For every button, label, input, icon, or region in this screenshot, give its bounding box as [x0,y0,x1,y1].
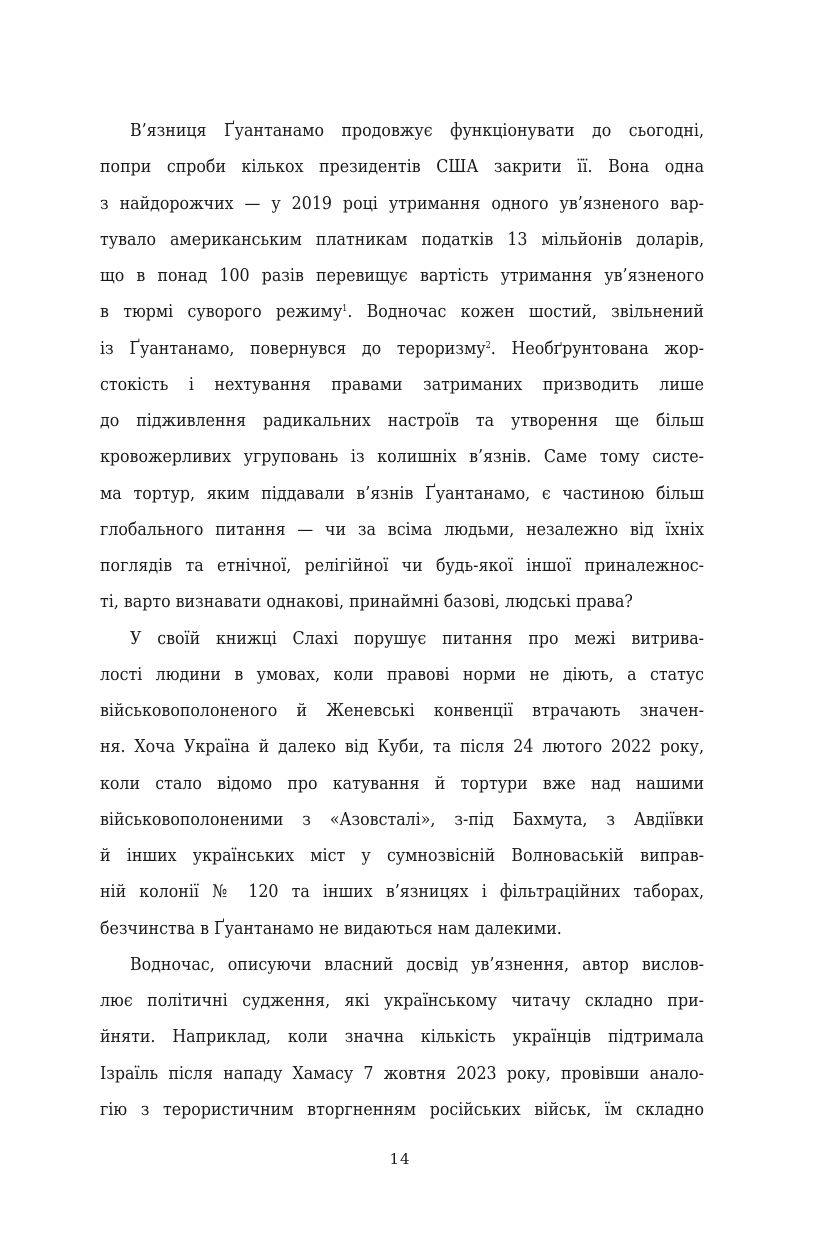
text-line: ня. Хоча Україна й далеко від Куби, та після 24 лютого 2022 року, [100,737,704,758]
text-line: ній колонії № 120 та інших в’язницях і фільтраційних таборах, [100,882,704,903]
text-line: з найдорожчих — у 2019 році утримання одного ув’язненого вар- [100,193,704,214]
text-line: безчинства в Ґуантанамо не видаються нам далекими. [100,918,562,939]
text-line: тувало американським платникам податків 13 мільйонів доларів, [100,229,704,250]
text-line: кровожерливих угруповань із колишніх в’язнів. Саме тому систе- [100,447,704,468]
body-text [100,113,704,1128]
text-line: йняти. Наприклад, коли значна кількість українців підтримала [100,1027,704,1048]
footnote-marker[interactable]: 1 [342,304,348,315]
text-line: У своїй книжці Слахі порушує питання про межі витрива- [130,628,704,649]
page-number: 14 [389,1150,411,1168]
text-line: стокість і нехтування правами затриманих призводить лише [100,374,704,395]
text-line: в тюрмі суворого режиму$^1$. Водночас кожен шостий, звільнений [100,302,704,323]
text-line: ма тортур, яким піддавали в’язнів Ґуантанамо, є частиною більш [100,483,704,504]
text-line: глобального питання — чи за всіма людьми, незалежно від їхніх [100,519,704,540]
text-line: Водночас, описуючи власний досвід ув’язнення, автор вислов- [130,954,704,975]
text-line: лює політичні судження, які українському читачу складно при- [100,991,704,1011]
text-line: що в понад 100 разів перевищує вартість утримання ув’язненого [100,266,704,286]
text-line: В’язниця Ґуантанамо продовжує функціонувати до сьогодні, [130,121,704,141]
text-line: із Ґуантанамо, повернувся до тероризму$^2$. Необґрунтована жор- [100,338,704,359]
text-line: Ізраїль після нападу Хамасу 7 жовтня 2023 року, провівши анало- [100,1063,704,1084]
text-line: лості людини в умовах, коли правові норми не діють, а статус [100,664,704,685]
text-line: військовополоненого й Женевські конвенції втрачають значен- [100,701,704,721]
text-line: коли стало відомо про катування й тортури вже над нашими [100,773,704,794]
text-line: попри спроби кількох президентів США закрити її. Вона одна [100,157,704,178]
text-line: поглядів та етнічної, релігійної чи будь-якої іншої приналежнос- [100,556,704,576]
footnote-marker[interactable]: 2 [485,340,491,351]
text-line: й інших українських міст у сумнозвісній Волноваській виправ- [100,846,704,866]
text-line: гію з терористичним вторгненням російських військ, їм складно [100,1099,704,1120]
text-line: до підживлення радикальних настроїв та утворення ще більш [100,411,704,431]
text-line: ті, варто визнавати однакові, принаймні базові, людські права? [100,592,633,613]
text-line: військовополоненими з «Азовсталі», з-під Бахмута, з Авдіївки [100,809,704,830]
